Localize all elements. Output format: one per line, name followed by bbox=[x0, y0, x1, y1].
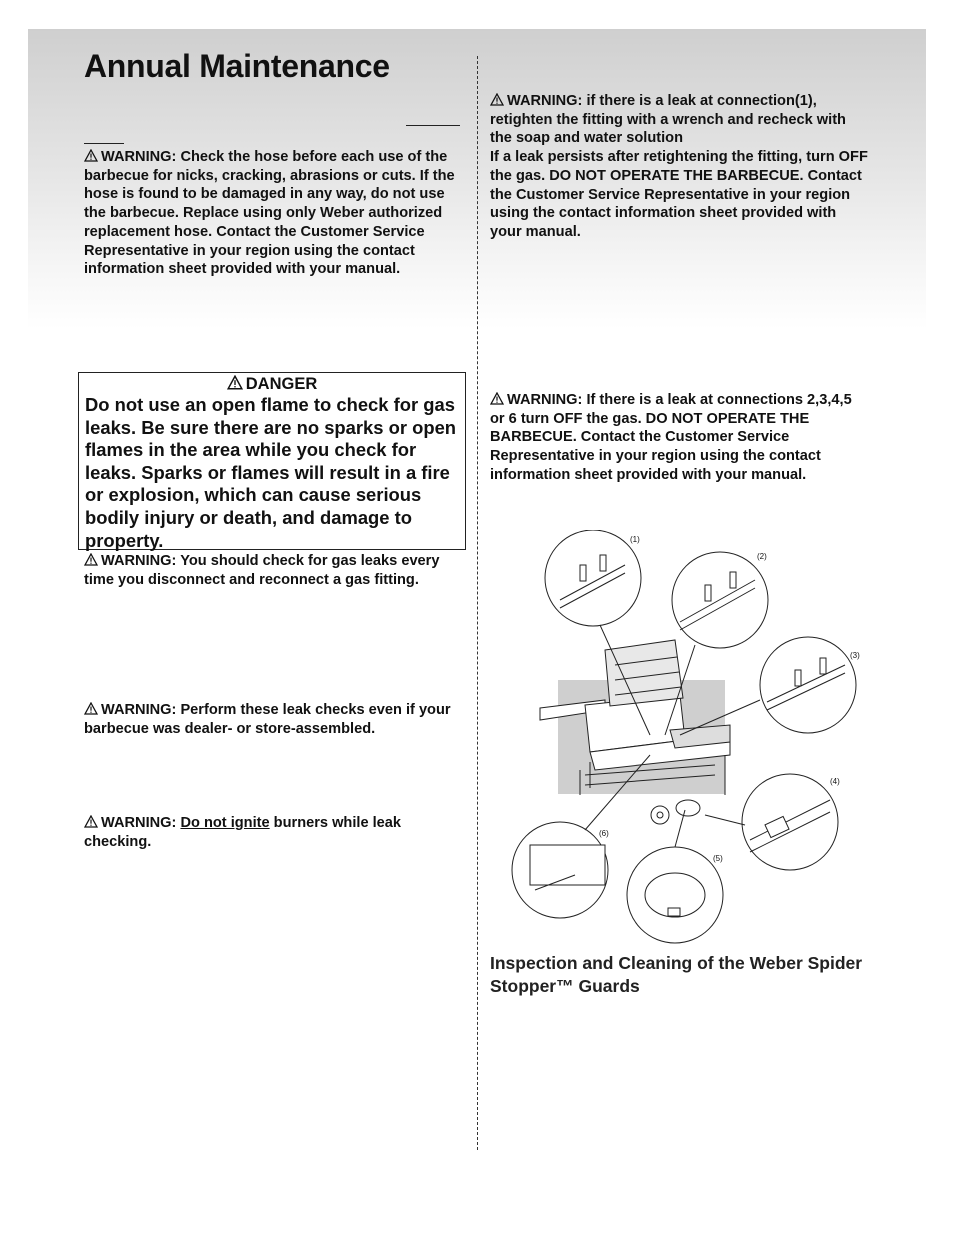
callout-label-3: (3) bbox=[850, 651, 860, 660]
ignite-warning-label: WARNING: bbox=[101, 815, 181, 831]
page-title: Annual Maintenance bbox=[84, 48, 390, 84]
hose-warning-label: WARNING: bbox=[101, 149, 181, 165]
warning-triangle-icon bbox=[84, 702, 98, 715]
inset-2 bbox=[672, 552, 768, 648]
rule-left bbox=[84, 143, 124, 144]
inset-5 bbox=[627, 847, 723, 943]
connection1-followup: If a leak persists after retightening the fitting, turn OFF the gas. DO NOT OPERATE THE BARBECUE. Contact the Customer Service Representative in your region using the contact information sheet provided with your manual. bbox=[490, 149, 868, 240]
rule-right bbox=[406, 125, 460, 126]
column-divider bbox=[477, 56, 478, 1150]
warning-triangle-icon bbox=[490, 392, 504, 405]
leak-check-diagram bbox=[505, 530, 885, 950]
ignite-warning-underlined: Do not ignite bbox=[180, 815, 270, 831]
hose-warning bbox=[84, 148, 464, 279]
callout-label-5: (5) bbox=[713, 854, 723, 863]
ignite-warning bbox=[84, 814, 464, 851]
callout-label-6: (6) bbox=[599, 829, 609, 838]
warning-triangle-icon bbox=[84, 815, 98, 828]
callout-label-4: (4) bbox=[830, 777, 840, 786]
perform-warning-label: WARNING: bbox=[101, 702, 181, 718]
check-warning-label: WARNING: bbox=[101, 553, 181, 569]
connection1-warning-text: if there is a leak at connection(1), retighten the fitting with a wrench and recheck with the soap and water solution bbox=[490, 93, 846, 147]
connection1-warning bbox=[490, 92, 870, 242]
danger-heading-text: DANGER bbox=[245, 375, 318, 393]
warning-triangle-icon bbox=[490, 93, 504, 106]
inset-1 bbox=[545, 530, 641, 626]
connection1-warning-label: WARNING: bbox=[507, 93, 587, 109]
danger-text: Do not use an open flame to check for gas leaks. Be sure there are no sparks or open flames in the area while you check for leaks. Sparks or flames will result in a fire or explosion, which can cause serious bodily injury or death, and damage to property. bbox=[85, 394, 457, 551]
callout-label-2: (2) bbox=[757, 552, 767, 561]
ignite-warning-text: burners while leak checking. bbox=[84, 815, 402, 850]
connection2-warning-label: WARNING: bbox=[507, 392, 587, 408]
check-warning bbox=[84, 552, 466, 589]
warning-triangle-icon bbox=[84, 553, 98, 566]
danger-heading bbox=[79, 373, 465, 394]
callout-label-1: (1) bbox=[630, 535, 640, 544]
connection2-warning bbox=[490, 391, 870, 485]
spider-stopper-subheading: Inspection and Cleaning of the Weber Spider Stopper™ Guards bbox=[490, 953, 863, 996]
inset-3 bbox=[760, 637, 856, 733]
perform-warning-text: Perform these leak checks even if your barbecue was dealer- or store-assembled. bbox=[84, 702, 451, 737]
danger-box bbox=[78, 372, 466, 550]
inset-4 bbox=[742, 774, 838, 870]
check-warning-text: You should check for gas leaks every time you disconnect and reconnect a gas fitting. bbox=[84, 553, 440, 588]
perform-warning bbox=[84, 701, 464, 738]
warning-triangle-icon bbox=[227, 375, 243, 390]
connection2-warning-text: If there is a leak at connections 2,3,4,5 or 6 turn OFF the gas. DO NOT OPERATE THE BARBECUE. Contact the Customer Service Representative in your region using the contact information sheet provided with your manual. bbox=[490, 392, 852, 483]
inset-6 bbox=[512, 822, 608, 918]
warning-triangle-icon bbox=[84, 149, 98, 162]
hose-warning-text: Check the hose before each use of the barbecue for nicks, cracking, abrasions or cuts. If the hose is found to be damaged in any way, do not use the barbecue. Replace using only Weber authorized replacement hose. Contact the Customer Service Representative in your region using the contact information sheet provided with your manual. bbox=[84, 149, 455, 278]
